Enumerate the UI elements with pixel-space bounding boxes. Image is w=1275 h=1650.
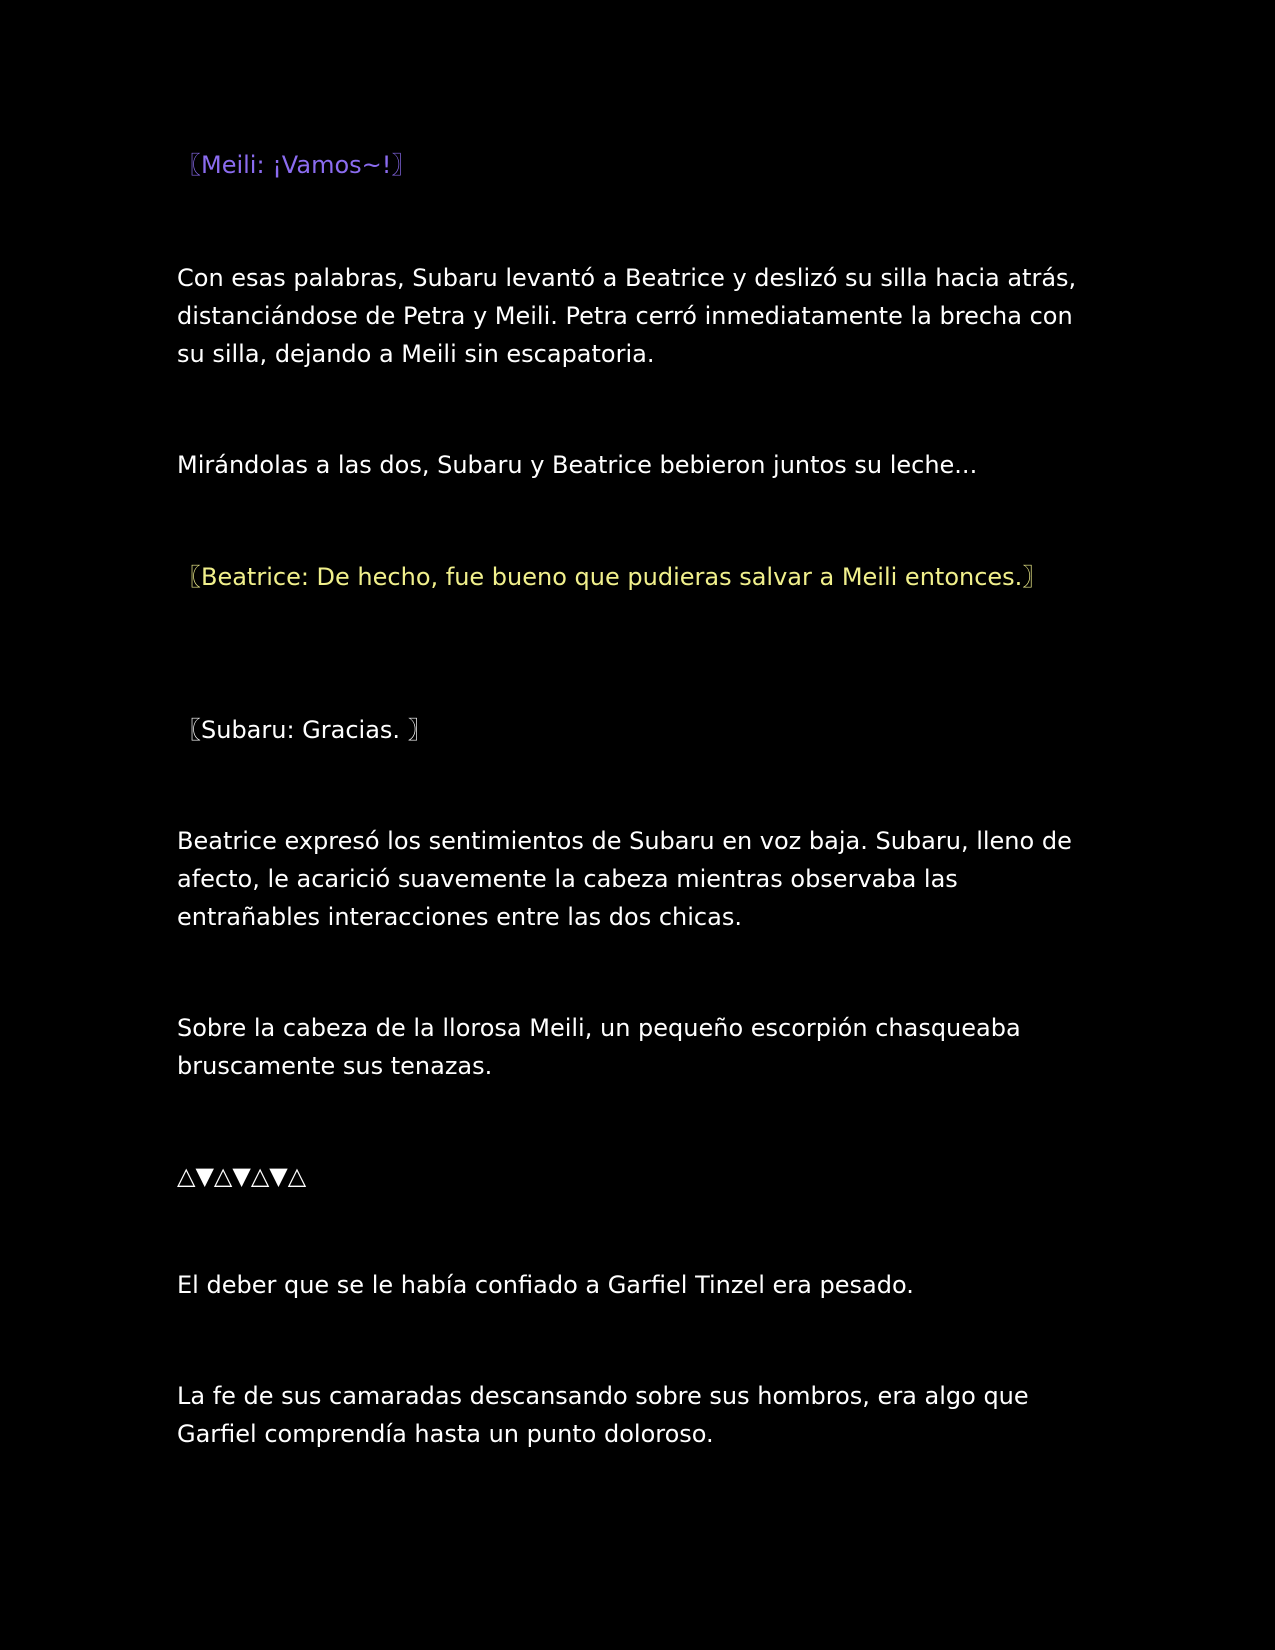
dialogue-beatrice: 〖Beatrice: De hecho, fue bueno que pudieras salvar a Meili entonces.〗 bbox=[177, 563, 1047, 591]
scene-separator: △▼△▼△▼△ bbox=[177, 1162, 307, 1190]
narration-paragraph: Mirándolas a las dos, Subaru y Beatrice bebieron juntos su leche... bbox=[177, 451, 978, 479]
dialogue-subaru: 〖Subaru: Gracias. 〗 bbox=[177, 716, 432, 744]
dialogue-meili: 〖Meili: ¡Vamos~!〗 bbox=[177, 151, 416, 179]
narration-paragraph: Con esas palabras, Subaru levantó a Beatrice y deslizó su silla hacia atrás, distanciándose de Petra y Meili. Petra cerró inmediatamente la brecha con su silla, dejando a Meili sin escapatoria. bbox=[177, 264, 1077, 368]
narration-paragraph: Sobre la cabeza de la llorosa Meili, un pequeño escorpión chasqueaba bruscamente sus tenazas. bbox=[177, 1014, 1021, 1080]
narration-paragraph: El deber que se le había confiado a Garfiel Tinzel era pesado. bbox=[177, 1271, 914, 1299]
narration-paragraph: Beatrice expresó los sentimientos de Subaru en voz baja. Subaru, lleno de afecto, le acarició suavemente la cabeza mientras observaba las entrañables interacciones entre las dos chicas. bbox=[177, 827, 1072, 931]
narration-paragraph: La fe de sus camaradas descansando sobre sus hombros, era algo que Garfiel comprendía hasta un punto doloroso. bbox=[177, 1382, 1029, 1448]
